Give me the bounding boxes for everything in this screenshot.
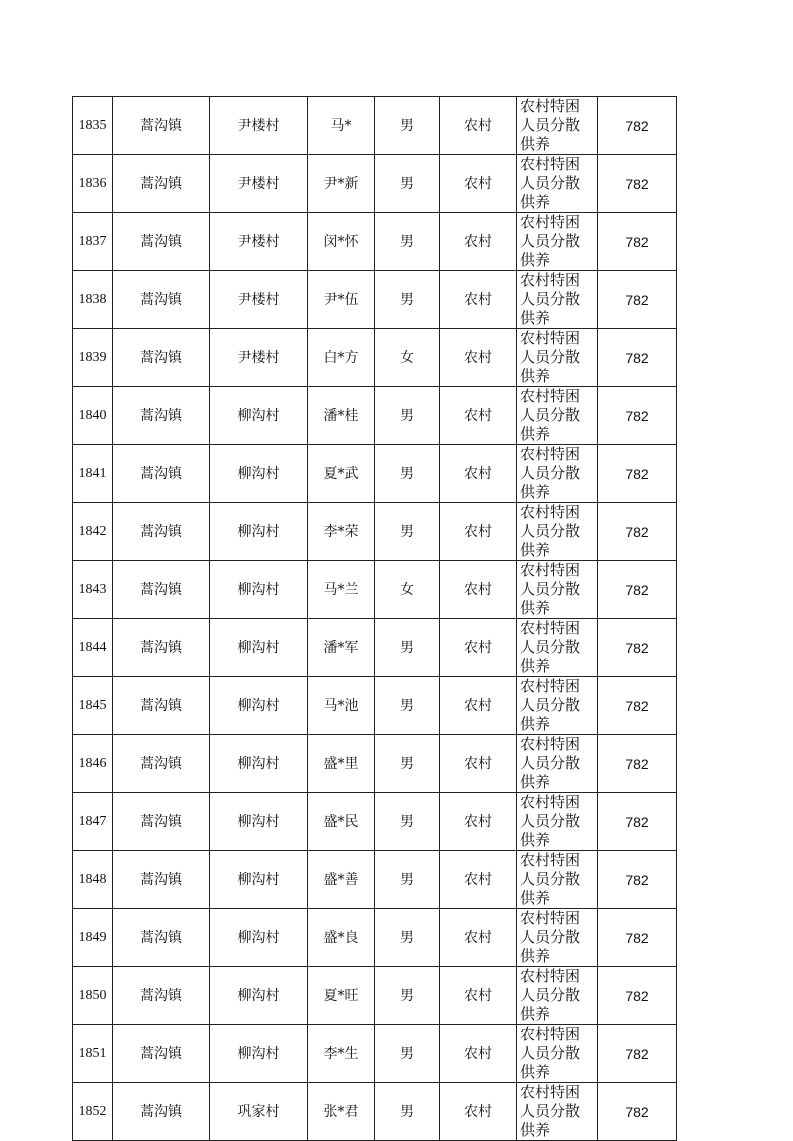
cell-area: 农村 bbox=[440, 387, 517, 445]
cell-village: 尹楼村 bbox=[210, 271, 308, 329]
cell-town: 蒿沟镇 bbox=[113, 851, 210, 909]
cell-name: 尹*伍 bbox=[308, 271, 375, 329]
cell-gender: 男 bbox=[375, 1025, 440, 1083]
cell-gender: 男 bbox=[375, 793, 440, 851]
cell-village: 尹楼村 bbox=[210, 97, 308, 155]
cell-amount: 782 bbox=[598, 967, 677, 1025]
cell-village: 柳沟村 bbox=[210, 1025, 308, 1083]
cell-town: 蒿沟镇 bbox=[113, 329, 210, 387]
cell-gender: 男 bbox=[375, 735, 440, 793]
cell-village: 柳沟村 bbox=[210, 851, 308, 909]
cell-serial-number: 1836 bbox=[73, 155, 113, 213]
cell-amount: 782 bbox=[598, 213, 677, 271]
cell-amount: 782 bbox=[598, 503, 677, 561]
cell-gender: 男 bbox=[375, 1083, 440, 1141]
cell-name: 盛*里 bbox=[308, 735, 375, 793]
table-row bbox=[73, 155, 677, 213]
cell-amount: 782 bbox=[598, 909, 677, 967]
table-row bbox=[73, 329, 677, 387]
cell-gender: 男 bbox=[375, 619, 440, 677]
support-type-text: 农村特困人员分散供养 bbox=[520, 155, 581, 211]
cell-amount: 782 bbox=[598, 329, 677, 387]
cell-name: 尹*新 bbox=[308, 155, 375, 213]
cell-area: 农村 bbox=[440, 1083, 517, 1141]
cell-area: 农村 bbox=[440, 619, 517, 677]
cell-village: 柳沟村 bbox=[210, 561, 308, 619]
table-row bbox=[73, 677, 677, 735]
support-type-text: 农村特困人员分散供养 bbox=[520, 1083, 581, 1139]
cell-support-type bbox=[517, 909, 598, 967]
cell-area: 农村 bbox=[440, 735, 517, 793]
cell-amount: 782 bbox=[598, 155, 677, 213]
table-row bbox=[73, 445, 677, 503]
cell-support-type bbox=[517, 213, 598, 271]
table-row bbox=[73, 561, 677, 619]
cell-town: 蒿沟镇 bbox=[113, 97, 210, 155]
cell-town: 蒿沟镇 bbox=[113, 387, 210, 445]
table-row bbox=[73, 1083, 677, 1141]
cell-serial-number: 1835 bbox=[73, 97, 113, 155]
cell-name: 潘*军 bbox=[308, 619, 375, 677]
cell-village: 柳沟村 bbox=[210, 793, 308, 851]
table-row bbox=[73, 735, 677, 793]
support-type-text: 农村特困人员分散供养 bbox=[520, 1025, 581, 1081]
cell-support-type bbox=[517, 561, 598, 619]
cell-support-type bbox=[517, 967, 598, 1025]
cell-support-type bbox=[517, 1025, 598, 1083]
cell-amount: 782 bbox=[598, 1083, 677, 1141]
cell-gender: 男 bbox=[375, 97, 440, 155]
cell-amount: 782 bbox=[598, 793, 677, 851]
cell-serial-number: 1837 bbox=[73, 213, 113, 271]
cell-serial-number: 1846 bbox=[73, 735, 113, 793]
support-type-text: 农村特困人员分散供养 bbox=[520, 851, 581, 907]
cell-amount: 782 bbox=[598, 619, 677, 677]
cell-support-type bbox=[517, 387, 598, 445]
cell-gender: 男 bbox=[375, 677, 440, 735]
cell-gender: 男 bbox=[375, 213, 440, 271]
cell-area: 农村 bbox=[440, 503, 517, 561]
support-type-text: 农村特困人员分散供养 bbox=[520, 329, 581, 385]
cell-area: 农村 bbox=[440, 445, 517, 503]
cell-serial-number: 1842 bbox=[73, 503, 113, 561]
cell-name: 盛*善 bbox=[308, 851, 375, 909]
table-row bbox=[73, 851, 677, 909]
cell-amount: 782 bbox=[598, 1025, 677, 1083]
cell-area: 农村 bbox=[440, 909, 517, 967]
cell-gender: 女 bbox=[375, 329, 440, 387]
cell-village: 柳沟村 bbox=[210, 677, 308, 735]
cell-name: 夏*武 bbox=[308, 445, 375, 503]
support-type-text: 农村特困人员分散供养 bbox=[520, 677, 581, 733]
cell-name: 潘*桂 bbox=[308, 387, 375, 445]
cell-name: 李*荣 bbox=[308, 503, 375, 561]
cell-gender: 男 bbox=[375, 155, 440, 213]
cell-village: 尹楼村 bbox=[210, 155, 308, 213]
cell-village: 尹楼村 bbox=[210, 213, 308, 271]
support-type-text: 农村特困人员分散供养 bbox=[520, 503, 581, 559]
cell-town: 蒿沟镇 bbox=[113, 967, 210, 1025]
beneficiary-table bbox=[72, 96, 677, 1141]
cell-town: 蒿沟镇 bbox=[113, 445, 210, 503]
cell-serial-number: 1851 bbox=[73, 1025, 113, 1083]
cell-town: 蒿沟镇 bbox=[113, 271, 210, 329]
cell-area: 农村 bbox=[440, 677, 517, 735]
cell-town: 蒿沟镇 bbox=[113, 619, 210, 677]
cell-name: 闵*怀 bbox=[308, 213, 375, 271]
cell-town: 蒿沟镇 bbox=[113, 213, 210, 271]
cell-name: 盛*良 bbox=[308, 909, 375, 967]
cell-gender: 男 bbox=[375, 967, 440, 1025]
cell-area: 农村 bbox=[440, 793, 517, 851]
cell-serial-number: 1843 bbox=[73, 561, 113, 619]
table-row bbox=[73, 909, 677, 967]
cell-serial-number: 1845 bbox=[73, 677, 113, 735]
cell-amount: 782 bbox=[598, 735, 677, 793]
cell-town: 蒿沟镇 bbox=[113, 1025, 210, 1083]
cell-area: 农村 bbox=[440, 329, 517, 387]
beneficiary-table-body bbox=[73, 97, 677, 1141]
cell-amount: 782 bbox=[598, 677, 677, 735]
cell-amount: 782 bbox=[598, 561, 677, 619]
cell-amount: 782 bbox=[598, 387, 677, 445]
cell-name: 夏*旺 bbox=[308, 967, 375, 1025]
table-row bbox=[73, 967, 677, 1025]
table-row bbox=[73, 213, 677, 271]
support-type-text: 农村特困人员分散供养 bbox=[520, 387, 581, 443]
table-row bbox=[73, 1025, 677, 1083]
cell-amount: 782 bbox=[598, 445, 677, 503]
cell-name: 马* bbox=[308, 97, 375, 155]
cell-support-type bbox=[517, 445, 598, 503]
cell-area: 农村 bbox=[440, 271, 517, 329]
cell-name: 盛*民 bbox=[308, 793, 375, 851]
cell-name: 张*君 bbox=[308, 1083, 375, 1141]
support-type-text: 农村特困人员分散供养 bbox=[520, 909, 581, 965]
cell-village: 尹楼村 bbox=[210, 329, 308, 387]
support-type-text: 农村特困人员分散供养 bbox=[520, 561, 581, 617]
cell-area: 农村 bbox=[440, 97, 517, 155]
cell-area: 农村 bbox=[440, 155, 517, 213]
cell-serial-number: 1841 bbox=[73, 445, 113, 503]
cell-village: 柳沟村 bbox=[210, 503, 308, 561]
table-row bbox=[73, 271, 677, 329]
cell-town: 蒿沟镇 bbox=[113, 155, 210, 213]
support-type-text: 农村特困人员分散供养 bbox=[520, 793, 581, 849]
cell-town: 蒿沟镇 bbox=[113, 909, 210, 967]
cell-serial-number: 1848 bbox=[73, 851, 113, 909]
cell-area: 农村 bbox=[440, 851, 517, 909]
cell-gender: 男 bbox=[375, 387, 440, 445]
cell-support-type bbox=[517, 1083, 598, 1141]
cell-serial-number: 1839 bbox=[73, 329, 113, 387]
cell-support-type bbox=[517, 677, 598, 735]
cell-serial-number: 1838 bbox=[73, 271, 113, 329]
cell-village: 柳沟村 bbox=[210, 387, 308, 445]
cell-serial-number: 1847 bbox=[73, 793, 113, 851]
table-row bbox=[73, 387, 677, 445]
cell-support-type bbox=[517, 735, 598, 793]
support-type-text: 农村特困人员分散供养 bbox=[520, 213, 581, 269]
cell-name: 马*兰 bbox=[308, 561, 375, 619]
cell-amount: 782 bbox=[598, 851, 677, 909]
cell-village: 巩家村 bbox=[210, 1083, 308, 1141]
cell-village: 柳沟村 bbox=[210, 909, 308, 967]
cell-serial-number: 1844 bbox=[73, 619, 113, 677]
cell-serial-number: 1849 bbox=[73, 909, 113, 967]
table-row bbox=[73, 503, 677, 561]
cell-town: 蒿沟镇 bbox=[113, 1083, 210, 1141]
cell-amount: 782 bbox=[598, 271, 677, 329]
cell-town: 蒿沟镇 bbox=[113, 735, 210, 793]
cell-support-type bbox=[517, 155, 598, 213]
cell-town: 蒿沟镇 bbox=[113, 503, 210, 561]
table-row bbox=[73, 97, 677, 155]
cell-town: 蒿沟镇 bbox=[113, 793, 210, 851]
cell-area: 农村 bbox=[440, 967, 517, 1025]
cell-village: 柳沟村 bbox=[210, 735, 308, 793]
support-type-text: 农村特困人员分散供养 bbox=[520, 619, 581, 675]
cell-area: 农村 bbox=[440, 561, 517, 619]
cell-serial-number: 1852 bbox=[73, 1083, 113, 1141]
cell-gender: 男 bbox=[375, 445, 440, 503]
cell-town: 蒿沟镇 bbox=[113, 561, 210, 619]
table-row bbox=[73, 619, 677, 677]
table-row bbox=[73, 793, 677, 851]
cell-village: 柳沟村 bbox=[210, 967, 308, 1025]
cell-support-type bbox=[517, 793, 598, 851]
cell-support-type bbox=[517, 619, 598, 677]
cell-gender: 女 bbox=[375, 561, 440, 619]
cell-town: 蒿沟镇 bbox=[113, 677, 210, 735]
cell-support-type bbox=[517, 503, 598, 561]
support-type-text: 农村特困人员分散供养 bbox=[520, 97, 581, 153]
cell-village: 柳沟村 bbox=[210, 619, 308, 677]
support-type-text: 农村特困人员分散供养 bbox=[520, 271, 581, 327]
cell-gender: 男 bbox=[375, 909, 440, 967]
cell-amount: 782 bbox=[598, 97, 677, 155]
cell-gender: 男 bbox=[375, 271, 440, 329]
cell-serial-number: 1840 bbox=[73, 387, 113, 445]
support-type-text: 农村特困人员分散供养 bbox=[520, 967, 581, 1023]
cell-serial-number: 1850 bbox=[73, 967, 113, 1025]
cell-support-type bbox=[517, 271, 598, 329]
cell-support-type bbox=[517, 329, 598, 387]
cell-support-type bbox=[517, 97, 598, 155]
support-type-text: 农村特困人员分散供养 bbox=[520, 735, 581, 791]
cell-name: 李*生 bbox=[308, 1025, 375, 1083]
cell-village: 柳沟村 bbox=[210, 445, 308, 503]
cell-name: 马*池 bbox=[308, 677, 375, 735]
cell-name: 白*方 bbox=[308, 329, 375, 387]
support-type-text: 农村特困人员分散供养 bbox=[520, 445, 581, 501]
cell-gender: 男 bbox=[375, 851, 440, 909]
cell-area: 农村 bbox=[440, 1025, 517, 1083]
cell-support-type bbox=[517, 851, 598, 909]
cell-gender: 男 bbox=[375, 503, 440, 561]
cell-area: 农村 bbox=[440, 213, 517, 271]
